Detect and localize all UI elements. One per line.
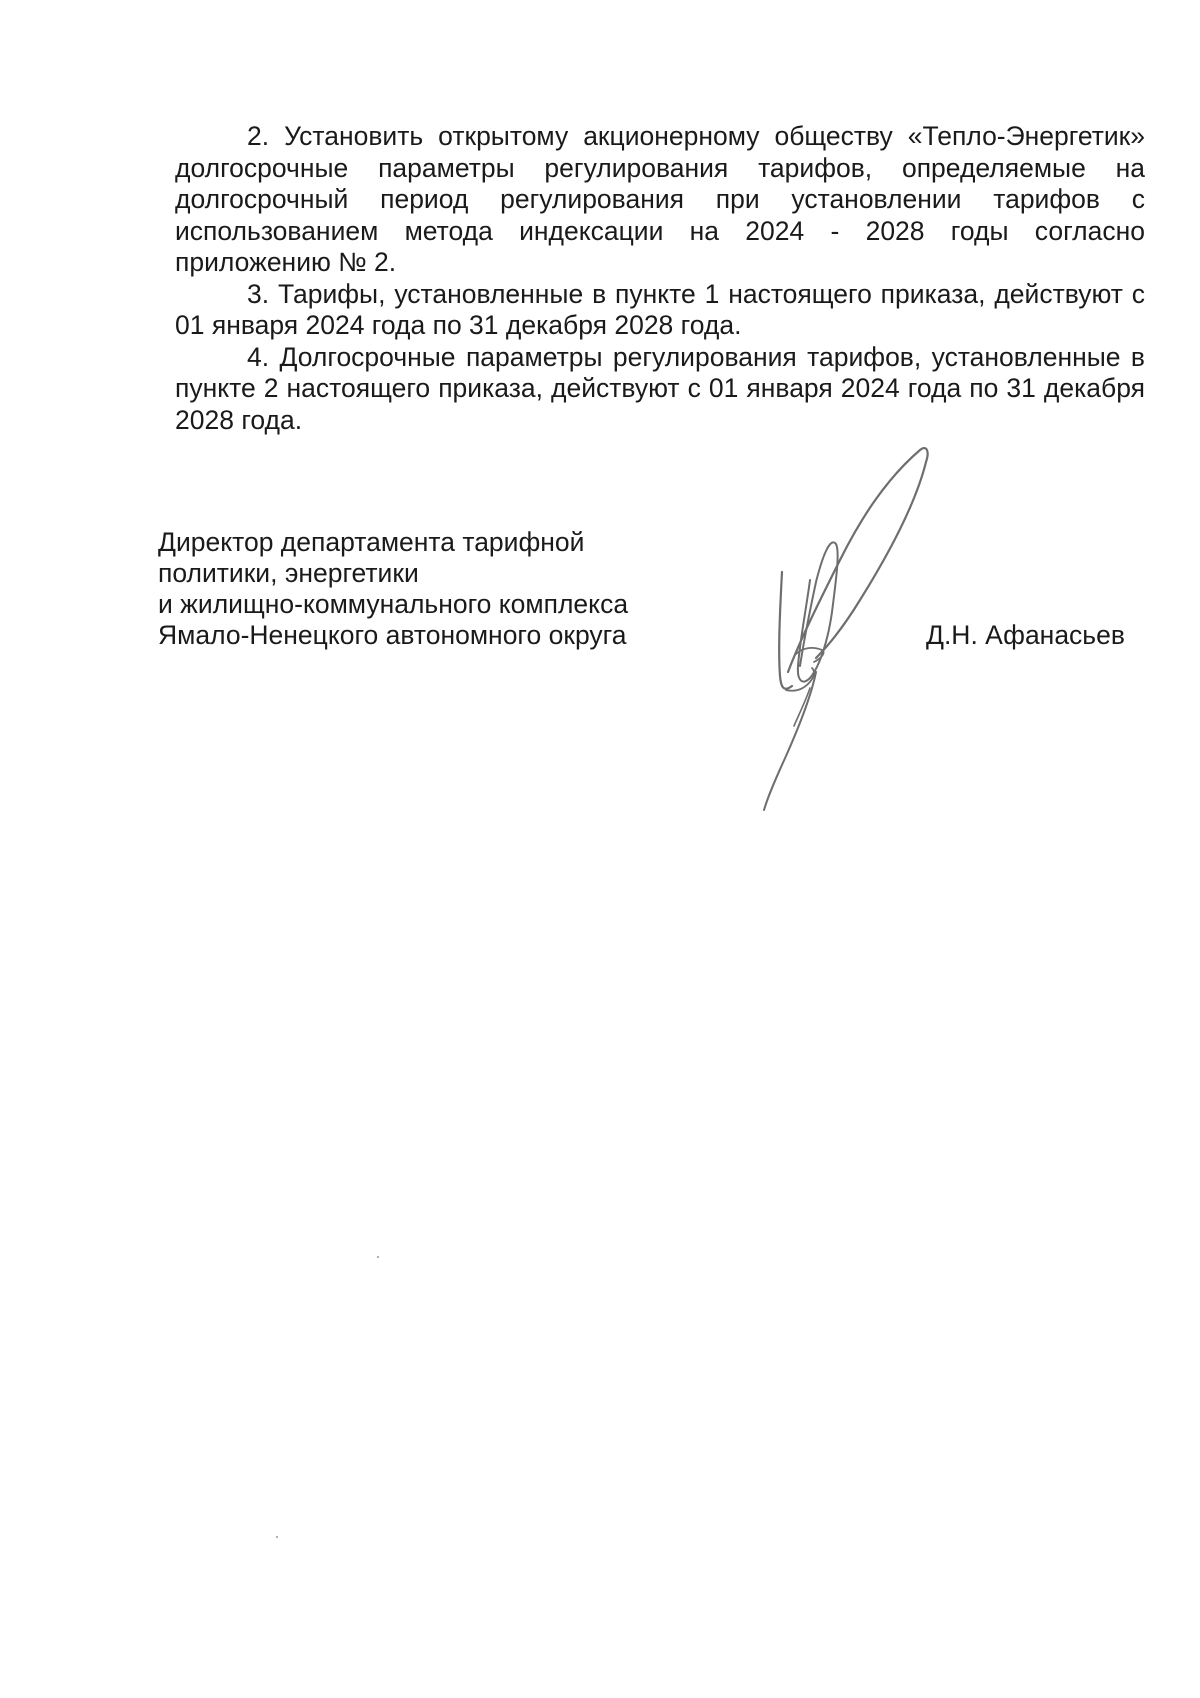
signatory-title: [158, 527, 628, 651]
signatory-title-line: политики, энергетики: [158, 558, 419, 588]
scan-speck: [377, 1256, 379, 1258]
signatory-title-line: и жилищно-коммунального комплекса: [158, 589, 629, 619]
signatory-title-line: Ямало-Ненецкого автономного округа: [158, 620, 627, 650]
signatory-title-line: Директор департамента тарифной: [158, 527, 585, 557]
paragraph-2: 2. Установить открытому акционерному обществу «Тепло-Энергетик» долгосрочные параметры регулирования тарифов, определяемые на долгосрочный период регулирования при установлении тарифов с использованием метода индексации на 2024 - 2028 годы согласно приложению № 2.: [175, 121, 1145, 277]
signatory-name: Д.Н. Афанасьев: [926, 620, 1125, 650]
paragraph-3: 3. Тарифы, установленные в пункте 1 настоящего приказа, действуют с 01 января 2024 года по 31 декабря 2028 года.: [175, 278, 1145, 340]
document-body: [175, 121, 1145, 436]
paragraph-4: 4. Долгосрочные параметры регулирования тарифов, установленные в пункте 2 настоящего приказа, действуют с 01 января 2024 года по 31 декабря 2028 года.: [175, 341, 1145, 435]
scan-speck: [276, 1536, 278, 1538]
